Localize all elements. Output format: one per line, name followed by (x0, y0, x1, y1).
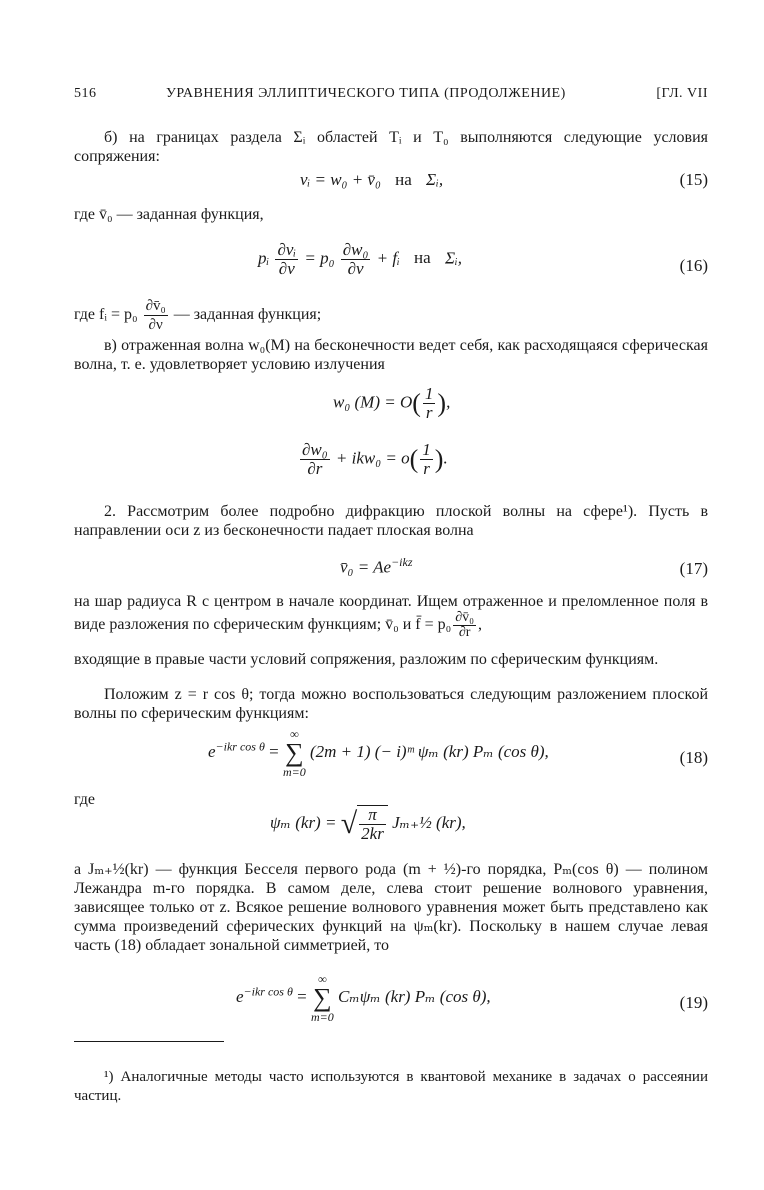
running-title: УРАВНЕНИЯ ЭЛЛИПТИЧЕСКОГО ТИПА (ПРОДОЛЖЕНИЕ) (166, 86, 566, 101)
sum-symbol: ∞ ∑ m=0 (310, 972, 334, 1024)
paragraph-2: 2. Рассмотрим более подробно дифракцию плоской волны на сфере¹). Пусть в направлении оси z из бесконечности падает плоская волна (74, 503, 708, 539)
radiation-condition-1: w₀ (M) = O( $\frac{1}{r}$ ), (333, 384, 451, 422)
paragraph-v: в) отраженная волна w₀(M) на бесконечности ведет себя, как расходящаяся сферическая волна, т. е. удовлетворяет условию излучения (74, 337, 708, 373)
where-clause-1: где v̄₀ — заданная функция, (74, 206, 264, 223)
equation-17: v̄₀ = $Ae^{-ikz}$ (340, 555, 413, 577)
paragraph-b: б) на границах раздела Σᵢ областей Tᵢ и T₀ выполняются следующие условия сопряжения: (74, 129, 708, 165)
equation-18: $e^{-ikr cos \theta}$ = ∞ ∑ m=0 (2m + 1) (− i)ᵐ ψₘ (kr) Pₘ (cos θ), (208, 727, 549, 779)
where-clause-2: где fᵢ = p₀ $\frac{\text{∂v̄₀}}{\partial\nu}$ — заданная функция; (74, 298, 322, 333)
chapter-label: [ГЛ. VII (656, 86, 708, 101)
footnote-divider (74, 1041, 224, 1042)
equation-19: $e^{-ikr cos \theta}$ = ∞ ∑ m=0 Cₘψₘ (kr) Pₘ (cos θ), (236, 972, 491, 1024)
equation-number-18: (18) (679, 748, 708, 767)
paragraph-3: на шар радиуса R с центром в начале координат. Ищем отраженное и преломленное поля в виде разложения по сферическим функциям; v̄₀ и f̄ = p₀ $\frac{\text{∂v̄₀}}{\partial r}$ , (74, 593, 708, 640)
where-clause-3: где (74, 791, 96, 808)
paragraph-4: Положим z = r cos θ; тогда можно воспользоваться следующим разложением плоской волны по сферическим функциям: (74, 686, 708, 722)
equation-number-15: (15) (679, 170, 708, 189)
sum-symbol: ∞ ∑ m=0 (282, 727, 306, 779)
radiation-condition-2: $\frac{\text{∂w₀}}{\partial r}$ + ikw₀ = o( $\frac{1}{r}$ ). (302, 440, 448, 478)
footnote: ¹) Аналогичные методы часто используются в квантовой механике в задачах о рассеянии частиц. (74, 1069, 708, 1104)
equation-number-16: (16) (679, 256, 708, 275)
psi-definition: ψₘ (kr) = √ $\frac{\pi}{2kr}$ Jₘ₊½ (kr), (270, 805, 466, 843)
equation-16: pᵢ $\frac{\text{∂vᵢ}}{\partial\nu}$ = p₀ $\frac{\text{∂w₀}}{\partial\nu}$ + fᵢ на Σᵢ, (258, 240, 462, 278)
equation-number-17: (17) (679, 559, 708, 578)
equation-number-19: (19) (679, 993, 708, 1012)
page-number: 516 (74, 86, 97, 101)
paragraph-3-cont: входящие в правые части условий сопряжения, разложим по сферическим функциям. (74, 651, 659, 668)
paragraph-5: а Jₘ₊½(kr) — функция Бесселя первого рода (m + ½)-го порядка, Pₘ(cos θ) — полином Лежандра m-го порядка. В самом деле, слева стоит решение волнового уравнения, зависящее только от z. Всякое решение волнового уравнения может быть представлено как сумма произведений сферических функций на ψₘ(kr). Поскольку в нашем случае левая часть (18) обладает зональной симметрией, то (74, 861, 708, 954)
equation-15: vᵢ = w₀ + v̄₀ на Σᵢ, (300, 170, 444, 189)
